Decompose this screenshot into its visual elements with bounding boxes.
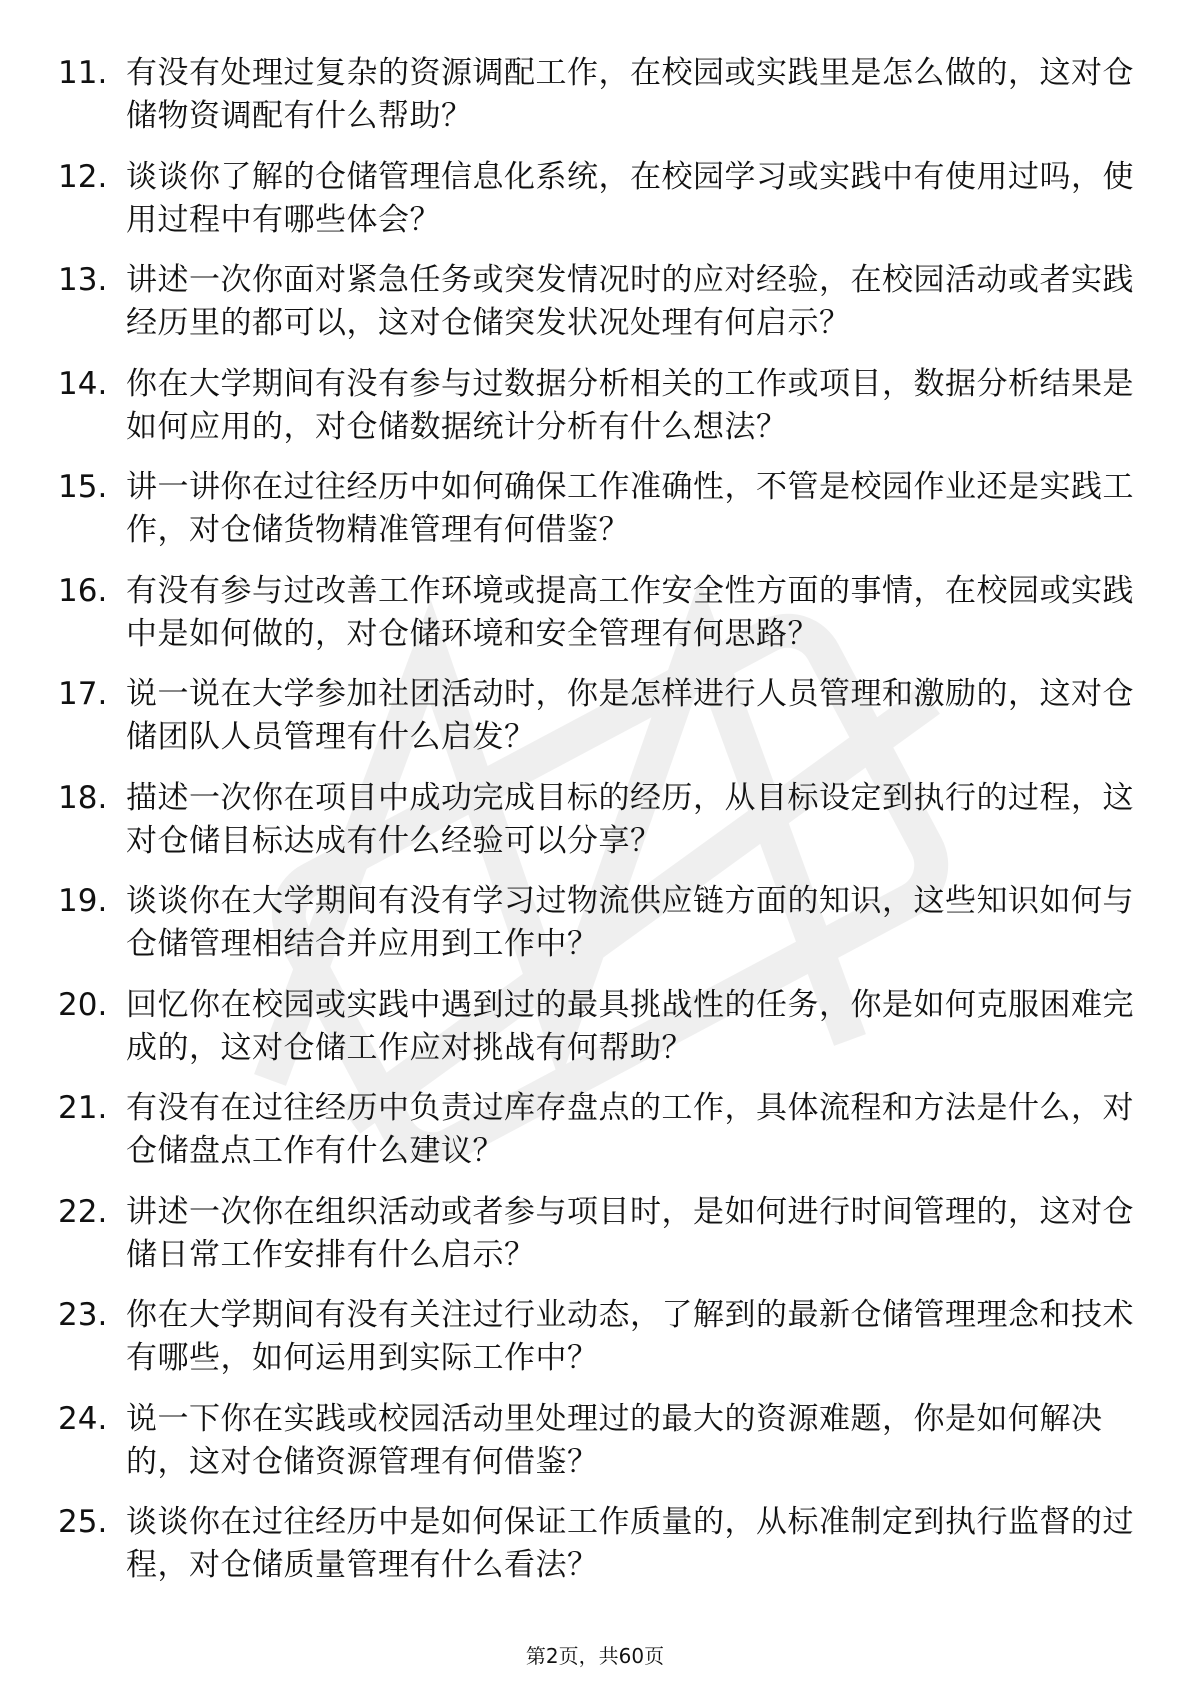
question-number: 11. [58, 55, 108, 91]
question-item [58, 52, 1138, 156]
question-item [58, 1294, 1138, 1398]
question-number: 15. [58, 469, 108, 505]
question-item [58, 1087, 1138, 1191]
question-text: 有没有在过往经历中负责过库存盘点的工作，具体流程和方法是什么，对仓储盘点工作有什么建议？ [126, 1090, 1134, 1169]
question-number: 24. [58, 1400, 108, 1437]
question-item [58, 156, 1138, 260]
question-text: 谈谈你在大学期间有没有学习过物流供应链方面的知识，这些知识如何与仓储管理相结合并应用到工作中？ [126, 883, 1134, 962]
question-item [58, 1398, 1138, 1502]
question-number: 12. [58, 158, 108, 195]
page-footer: 第2页，共60页 [525, 1644, 665, 1668]
question-item [58, 984, 1138, 1088]
question-number: 25. [58, 1504, 108, 1540]
question-text: 说一说在大学参加社团活动时，你是怎样进行人员管理和激励的，这对仓储团队人员管理有什么启发？ [126, 676, 1134, 755]
question-item [58, 466, 1138, 570]
question-item [58, 363, 1138, 467]
question-text: 讲一讲你在过往经历中如何确保工作准确性，不管是校园作业还是实践工作，对仓储货物精准管理有何借鉴？ [126, 469, 1134, 548]
question-text: 说一下你在实践或校园活动里处理过的最大的资源难题，你是如何解决的，这对仓储资源管理有何借鉴？ [126, 1400, 1103, 1480]
question-item [58, 673, 1138, 777]
question-number: 19. [58, 883, 108, 919]
question-text: 回忆你在校园或实践中遇到过的最具挑战性的任务，你是如何克服困难完成的，这对仓储工作应对挑战有何帮助？ [126, 986, 1134, 1066]
question-number: 20. [58, 986, 108, 1023]
question-text: 讲述一次你在组织活动或者参与项目时，是如何进行时间管理的，这对仓储日常工作安排有什么启示？ [126, 1193, 1134, 1273]
question-item [58, 1501, 1138, 1605]
question-text: 有没有处理过复杂的资源调配工作，在校园或实践里是怎么做的，这对仓储物资调配有什么帮助？ [126, 55, 1134, 134]
question-item [58, 259, 1138, 363]
question-text: 讲述一次你面对紧急任务或突发情况时的应对经验，在校园活动或者实践经历里的都可以，这对仓储突发状况处理有何启示？ [126, 262, 1134, 341]
question-number: 13. [58, 262, 108, 298]
question-number: 23. [58, 1297, 108, 1333]
question-text: 谈谈你了解的仓储管理信息化系统，在校园学习或实践中有使用过吗，使用过程中有哪些体会？ [126, 158, 1134, 238]
question-text: 你在大学期间有没有参与过数据分析相关的工作或项目，数据分析结果是如何应用的，对仓储数据统计分析有什么想法？ [126, 365, 1134, 445]
question-number: 22. [58, 1193, 108, 1230]
question-item [58, 880, 1138, 984]
question-number: 14. [58, 365, 108, 402]
question-text: 有没有参与过改善工作环境或提高工作安全性方面的事情，在校园或实践中是如何做的，对仓储环境和安全管理有何思路？ [126, 572, 1134, 652]
question-list [58, 52, 1138, 1605]
question-item [58, 570, 1138, 674]
question-number: 18. [58, 779, 108, 816]
question-number: 16. [58, 572, 108, 609]
question-text: 你在大学期间有没有关注过行业动态，了解到的最新仓储管理理念和技术有哪些，如何运用到实际工作中？ [126, 1297, 1134, 1376]
question-text: 谈谈你在过往经历中是如何保证工作质量的，从标准制定到执行监督的过程，对仓储质量管理有什么看法？ [126, 1504, 1134, 1583]
question-number: 17. [58, 676, 108, 712]
question-number: 21. [58, 1090, 108, 1126]
question-item [58, 777, 1138, 881]
question-text: 描述一次你在项目中成功完成目标的经历，从目标设定到执行的过程，这对仓储目标达成有什么经验可以分享？ [126, 779, 1134, 859]
question-item [58, 1191, 1138, 1295]
